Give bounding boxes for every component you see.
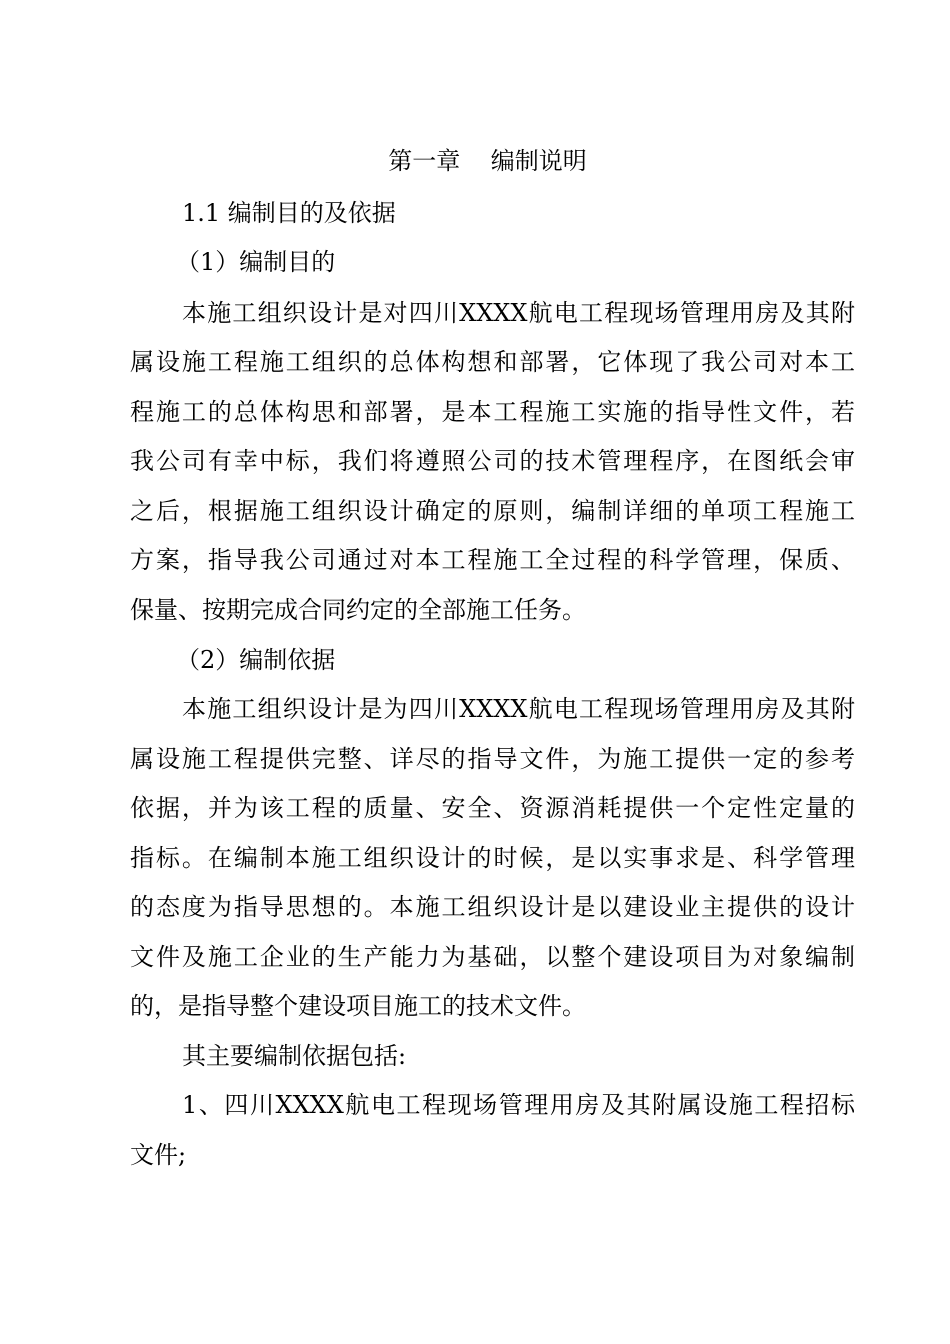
paragraph-line: 我公司有幸中标，我们将遵照公司的技术管理程序，在图纸会审 (130, 447, 855, 475)
paragraph-line: 本施工组织设计是为四川XXXX航电工程现场管理用房及其附 (182, 695, 855, 723)
paragraph-line: 本施工组织设计是对四川XXXX航电工程现场管理用房及其附 (182, 299, 855, 327)
paragraph-line: 的态度为指导思想的。本施工组织设计是以建设业主提供的设计 (130, 893, 855, 921)
paragraph-line: 属设施工程提供完整、详尽的指导文件，为施工提供一定的参考 (130, 745, 855, 773)
paragraph-line: 属设施工程施工组织的总体构想和部署，它体现了我公司对本工 (130, 348, 855, 376)
subsection-heading-purpose: （1）编制目的 (176, 248, 336, 276)
basis-intro: 其主要编制依据包括: (182, 1042, 407, 1070)
paragraph-line: 的，是指导整个建设项目施工的技术文件。 (130, 992, 586, 1020)
paragraph-line: 之后，根据施工组织设计确定的原则，编制详细的单项工程施工 (130, 497, 855, 525)
paragraph-line: 指标。在编制本施工组织设计的时候，是以实事求是、科学管理 (130, 844, 855, 872)
paragraph-line: 程施工的总体构思和部署，是本工程施工实施的指导性文件，若 (130, 398, 855, 426)
chapter-title: 第一章 编制说明 (388, 147, 587, 175)
subsection-heading-basis: （2）编制依据 (176, 646, 336, 674)
section-heading: 1.1 编制目的及依据 (182, 199, 396, 227)
paragraph-line: 文件及施工企业的生产能力为基础，以整个建设项目为对象编制 (130, 943, 855, 971)
list-item-line: 文件; (130, 1141, 187, 1169)
paragraph-line: 依据，并为该工程的质量、安全、资源消耗提供一个定性定量的 (130, 794, 855, 822)
list-item-line: 1、四川XXXX航电工程现场管理用房及其附属设施工程招标 (182, 1091, 855, 1119)
paragraph-line: 保量、按期完成合同约定的全部施工任务。 (130, 596, 586, 624)
paragraph-line: 方案，指导我公司通过对本工程施工全过程的科学管理，保质、 (130, 546, 855, 574)
